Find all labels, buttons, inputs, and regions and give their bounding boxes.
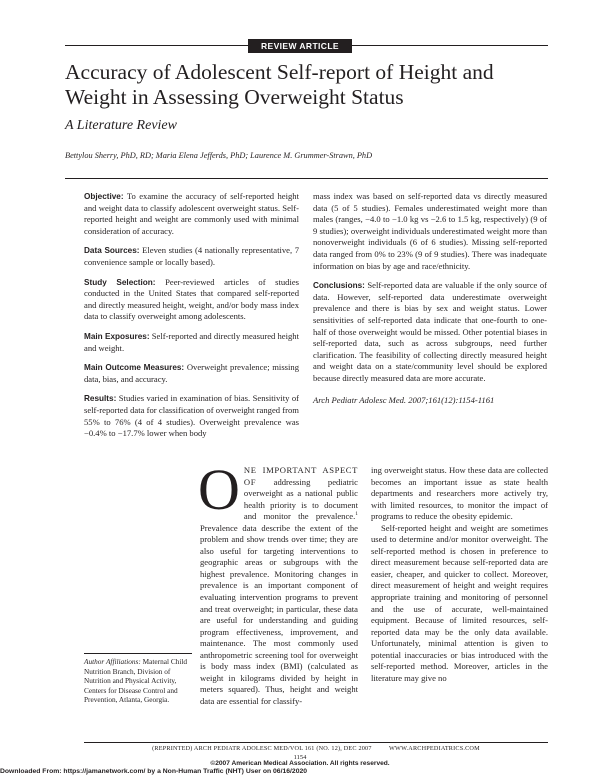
abstract-main-exposures	[84, 331, 299, 354]
footer-rule	[84, 742, 548, 743]
body-p1-rest: Prevalence data describe the extent of the problem and show trends over time; they are also useful for targeting interventions to geographic areas or subgroups with the highest prevalence. Monitoring changes in prevalence is an important component of evaluating intervention programs to prevent and treat overweight; in particular, these data are useful for understanding and guiding program effectiveness, improvement, and maintenance. The most commonly used anthropometric screening tool for overweight is body mass index (BMI) (calculated as weight in kilograms divided by height in meters squared). Thus, height and weight data are essential for classify-	[200, 522, 358, 706]
journal-citation: Arch Pediatr Adolesc Med. 2007;161(12):1154-1161	[313, 394, 495, 405]
results-head: Results:	[84, 394, 117, 404]
author-list: Bettylou Sherry, PhD, RD; Maria Elena Jefferds, PhD; Laurence M. Grummer-Strawn, PhD	[65, 151, 373, 160]
study-selection-text: Peer-reviewed articles of studies conducted in the United States that compared self-reported and directly measured height, weight, and/or body mass index data to classify overweight among adolescents.	[84, 276, 299, 322]
main-exposures-text: Self-reported and directly measured height and weight.	[84, 330, 299, 353]
conclusions-text: Self-reported data are valuable if the only source of data. However, self-reported data underestimate overweight prevalence and there is bias by sex and weight status. Lower sensitivities of self-reported data indicate that one-fourth to one-half of those overweight would be missed. Other potential biases in self-reported data, such as across subgroups, need further clarification. The feasibility of collecting directly measured height and weight data on a state/community level should be explored because directly measured data are more accurate.	[313, 280, 547, 383]
running-footer: (REPRINTED) ARCH PEDIATR ADOLESC MED/VOL 161 (NO. 12), DEC 2007 WWW.ARCHPEDIATRICS.COM	[152, 745, 480, 752]
body-p1-start: addressing pediatric overweight as a national public health priority is to document and monitor the prevalence.	[243, 476, 358, 522]
abstract-study-selection	[84, 277, 299, 323]
section-label: REVIEW ARTICLE	[248, 39, 352, 53]
body-paragraph-1	[198, 457, 358, 707]
copyright-notice: ©2007 American Medical Association. All rights reserved.	[210, 760, 390, 767]
article-title: Accuracy of Adolescent Self-report of Height and Weight in Assessing Overweight Status	[65, 60, 494, 109]
main-exposures-head: Main Exposures:	[84, 331, 150, 341]
main-outcome-head: Main Outcome Measures:	[84, 363, 185, 373]
body-paragraph-3: Self-reported height and weight are sometimes used to determine and/or monitor overweight. The self-reported method is chosen in preference to direct measurement because self-reported data are easier, cheaper, and quicker to collect. Moreover, direct measurement of height and weight requires appropriate training and monitoring of personnel and the use of accurate, well-maintained equipment. Because of limited resources, self-reported data may be the only data available. Unfortunately, minimal attention is given to potential inaccuracies or bias introduced with the self-reported method. Moreover, articles in the literature may give no	[371, 522, 548, 683]
abstract-right-column	[313, 191, 547, 406]
body-column-1	[198, 457, 358, 707]
affiliations-text: Maternal Child Nutrition Branch, Division of Nutrition and Physical Activity, Centers for Disease Control and Prevention, Atlanta, Georgia.	[84, 657, 188, 705]
objective-head: Objective:	[84, 192, 124, 201]
abstract-top-rule	[65, 178, 548, 179]
abstract-main-outcome	[84, 362, 299, 385]
affiliations-label: Author Affiliations:	[84, 657, 141, 666]
affiliations-rule	[84, 653, 192, 654]
data-sources-text: Eleven studies (4 nationally representative, 7 convenience sample or locally based).	[84, 245, 300, 267]
banner-rule-left	[65, 45, 248, 46]
abstract-left-column	[84, 191, 299, 448]
download-notice: Downloaded From: https://jamanetwork.com/ by a Non-Human Traffic (NHT) User on 06/16/2020	[0, 768, 308, 775]
results-continued: mass index was based on self-reported data vs directly measured data (5 of 5 studies). Females underestimated weight more than males (ranges, −4.0 to −1.0 kg vs −2.6 to 1.5 kg, respectively) (9 of 9 studies); overweight individuals underestimated weight more than nonoverweight individuals (6 of 6 studies). Missing self-reported data ranged from 0% to 23% (9 of 9 studies). There was inadequate information on bias by age and race/ethnicity.	[313, 191, 547, 271]
abstract-data-sources	[84, 245, 299, 268]
body-paragraph-2: ing overweight status. How these data are collected becomes an important issue as state health departments and researchers more actively try, with limited resources, to monitor the impact of programs to reduce the obesity epidemic.	[371, 465, 548, 522]
body-column-2	[371, 465, 548, 684]
abstract-results	[84, 393, 299, 439]
lead-in-caps: NE IMPORTANT ASPECT OF	[243, 465, 358, 487]
drop-cap: O	[198, 457, 240, 522]
author-affiliations	[84, 657, 194, 705]
study-selection-head: Study Selection:	[84, 277, 156, 287]
objective-text: To examine the accuracy of self-reported height and weight data to classify adolescent overweight status. Self-reported height and weight are commonly used with minimal consideration of accuracy.	[84, 191, 299, 236]
abstract-objective	[84, 191, 299, 237]
article-subtitle: A Literature Review	[65, 118, 177, 133]
conclusions-head: Conclusions:	[313, 281, 365, 291]
page-number: 1154	[293, 754, 307, 761]
main-outcome-text: Overweight prevalence; missing data, bias, and accuracy.	[84, 362, 299, 384]
banner-rule-right	[352, 45, 548, 46]
abstract-conclusions	[313, 280, 547, 384]
reference-1[interactable]: 1	[355, 511, 358, 518]
data-sources-head: Data Sources:	[84, 246, 140, 256]
results-text: Studies varied in examination of bias. Sensitivity of self-reported data for classification of overweight ranged from 55% to 76% (4 of 4 studies). Overweight prevalence was −0.4% to −17.7% lower when body	[84, 393, 299, 439]
